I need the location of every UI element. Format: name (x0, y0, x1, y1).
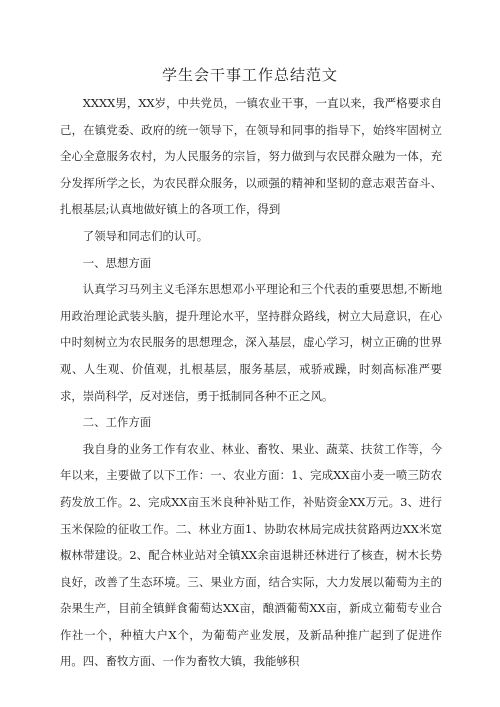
section-heading-work: 二、工作方面 (82, 415, 152, 430)
paragraph-thought: 认真学习马列主义毛泽东思想邓小平理论和三个代表的重要思想,不断地用政治理论武装头脑，提升理论水平，坚持群众路线，树立大局意识，在心中时刻树立为农民服务的思想理念，深入基层，虚心学习，树立正确的世界观、人生观、价值观，扎根基层，服务基层，戒骄戒躁，时刻高标准严要求，崇尚科学，反对迷信，勇于抵制同各种不正之风。 (60, 282, 442, 403)
document-title: 学生会干事工作总结范文 (161, 66, 338, 84)
paragraph-intro: XXXX男，XX岁，中共党员，一镇农业干事，一直以来，我严格要求自己，在镇党委、政府的统一领导下，在领导和同事的指导下，始终牢固树立全心全意服务农村，为人民服务的宗旨，努力做到与农民群众融为一体，充分发挥所学之长，为农民群众服务，以顽强的精神和坚韧的意志艰苦奋斗、扎根基层;认真地做好镇上的各项工作，得到 (60, 96, 442, 217)
paragraph-intro-continued: 了领导和同志们的认可。 (82, 228, 209, 243)
paragraph-work: 我自身的业务工作有农业、林业、畜牧、果业、蔬菜、扶贫工作等，今年以来，主要做了以下工作：一、农业方面：1、完成XX亩小麦一喷三防农药发放工作。2、完成XX亩玉米良种补贴工作，补贴资金XX万元。3、进行玉米保险的征收工作。二、林业方面1、协助农林局完成扶贫路两边XX米宽椒林带建设。2、配合林业站对全镇XX余亩退耕还林进行了核查，树木长势良好，改善了生态环境。三、果业方面，结合实际，大力发展以葡萄为主的杂果生产，目前全镇鲜食葡萄达XX亩，酿酒葡萄XX亩，新成立葡萄专业合作社一个，种植大户X个，为葡萄产业发展，及新品种推广起到了促进作用。四、畜牧方面、一作为畜牧大镇，我能够积 (60, 441, 442, 669)
document-body (60, 90, 442, 675)
section-heading-thought: 一、思想方面 (82, 255, 152, 270)
